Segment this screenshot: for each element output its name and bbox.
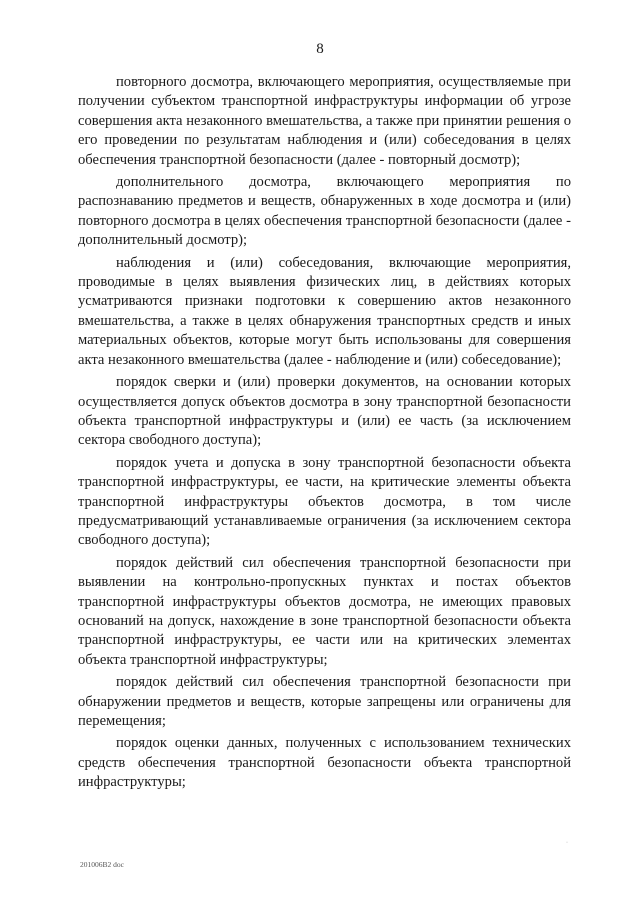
page-number: 8 [316, 41, 324, 57]
paragraph: наблюдения и (или) собеседования, включающие мероприятия, проводимые в целях выявления физических лиц, в действиях которых усматриваются признаки подготовки к совершению актов незаконного вмешательства, а также в целях обнаружения транспортных средств и иных материальных объектов, которые могут быть использованы для совершения акта незаконного вмешательства (далее - наблюдение и (или) собеседование); [78, 254, 571, 368]
footer-file-code: 201006В2 doc [80, 860, 124, 869]
document-body [78, 73, 571, 796]
paragraph: порядок действий сил обеспечения транспортной безопасности при обнаружении предметов и веществ, которые запрещены или ограничены для перемещения; [78, 674, 571, 729]
corner-mark: · [566, 840, 568, 846]
paragraph: порядок действий сил обеспечения транспортной безопасности при выявлении на контрольно-пропускных пунктах и постах объектов транспортной инфраструктуры объектов досмотра, не имеющих правовых оснований на допуск, нахождение в зоне транспортной безопасности объекта транспортной инфраструктуры, ее части или на критических элементах объекта транспортной инфраструктуры; [78, 554, 571, 668]
paragraph: порядок оценки данных, полученных с использованием технических средств обеспечения транспортной безопасности объекта транспортной инфраструктуры; [78, 735, 571, 791]
paragraph: повторного досмотра, включающего мероприятия, осуществляемые при получении субъектом транспортной инфраструктуры информации об угрозе совершения акта незаконного вмешательства, а также при принятии решения о его проведении по результатам наблюдения и (или) собеседования в целях обеспечения транспортной безопасности (далее - повторный досмотр); [78, 74, 571, 168]
paragraph: порядок сверки и (или) проверки документов, на основании которых осуществляется допуск объектов досмотра в зону транспортной безопасности объекта транспортной инфраструктуры и (или) ее часть (за исключением сектора свободного доступа); [78, 374, 571, 449]
paragraph: порядок учета и допуска в зону транспортной безопасности объекта транспортной инфраструктуры, ее части, на критические элементы объекта транспортной инфраструктуры объектов досмотра, в том числе предусматривающий устанавливаемые ограничения (за исключением сектора свободного доступа); [78, 454, 571, 549]
paragraph: дополнительного досмотра, включающего мероприятия по распознаванию предметов и веществ, обнаруженных в ходе досмотра и (или) повторного досмотра в целях обеспечения транспортной безопасности (далее - дополнительный досмотр); [78, 174, 571, 249]
